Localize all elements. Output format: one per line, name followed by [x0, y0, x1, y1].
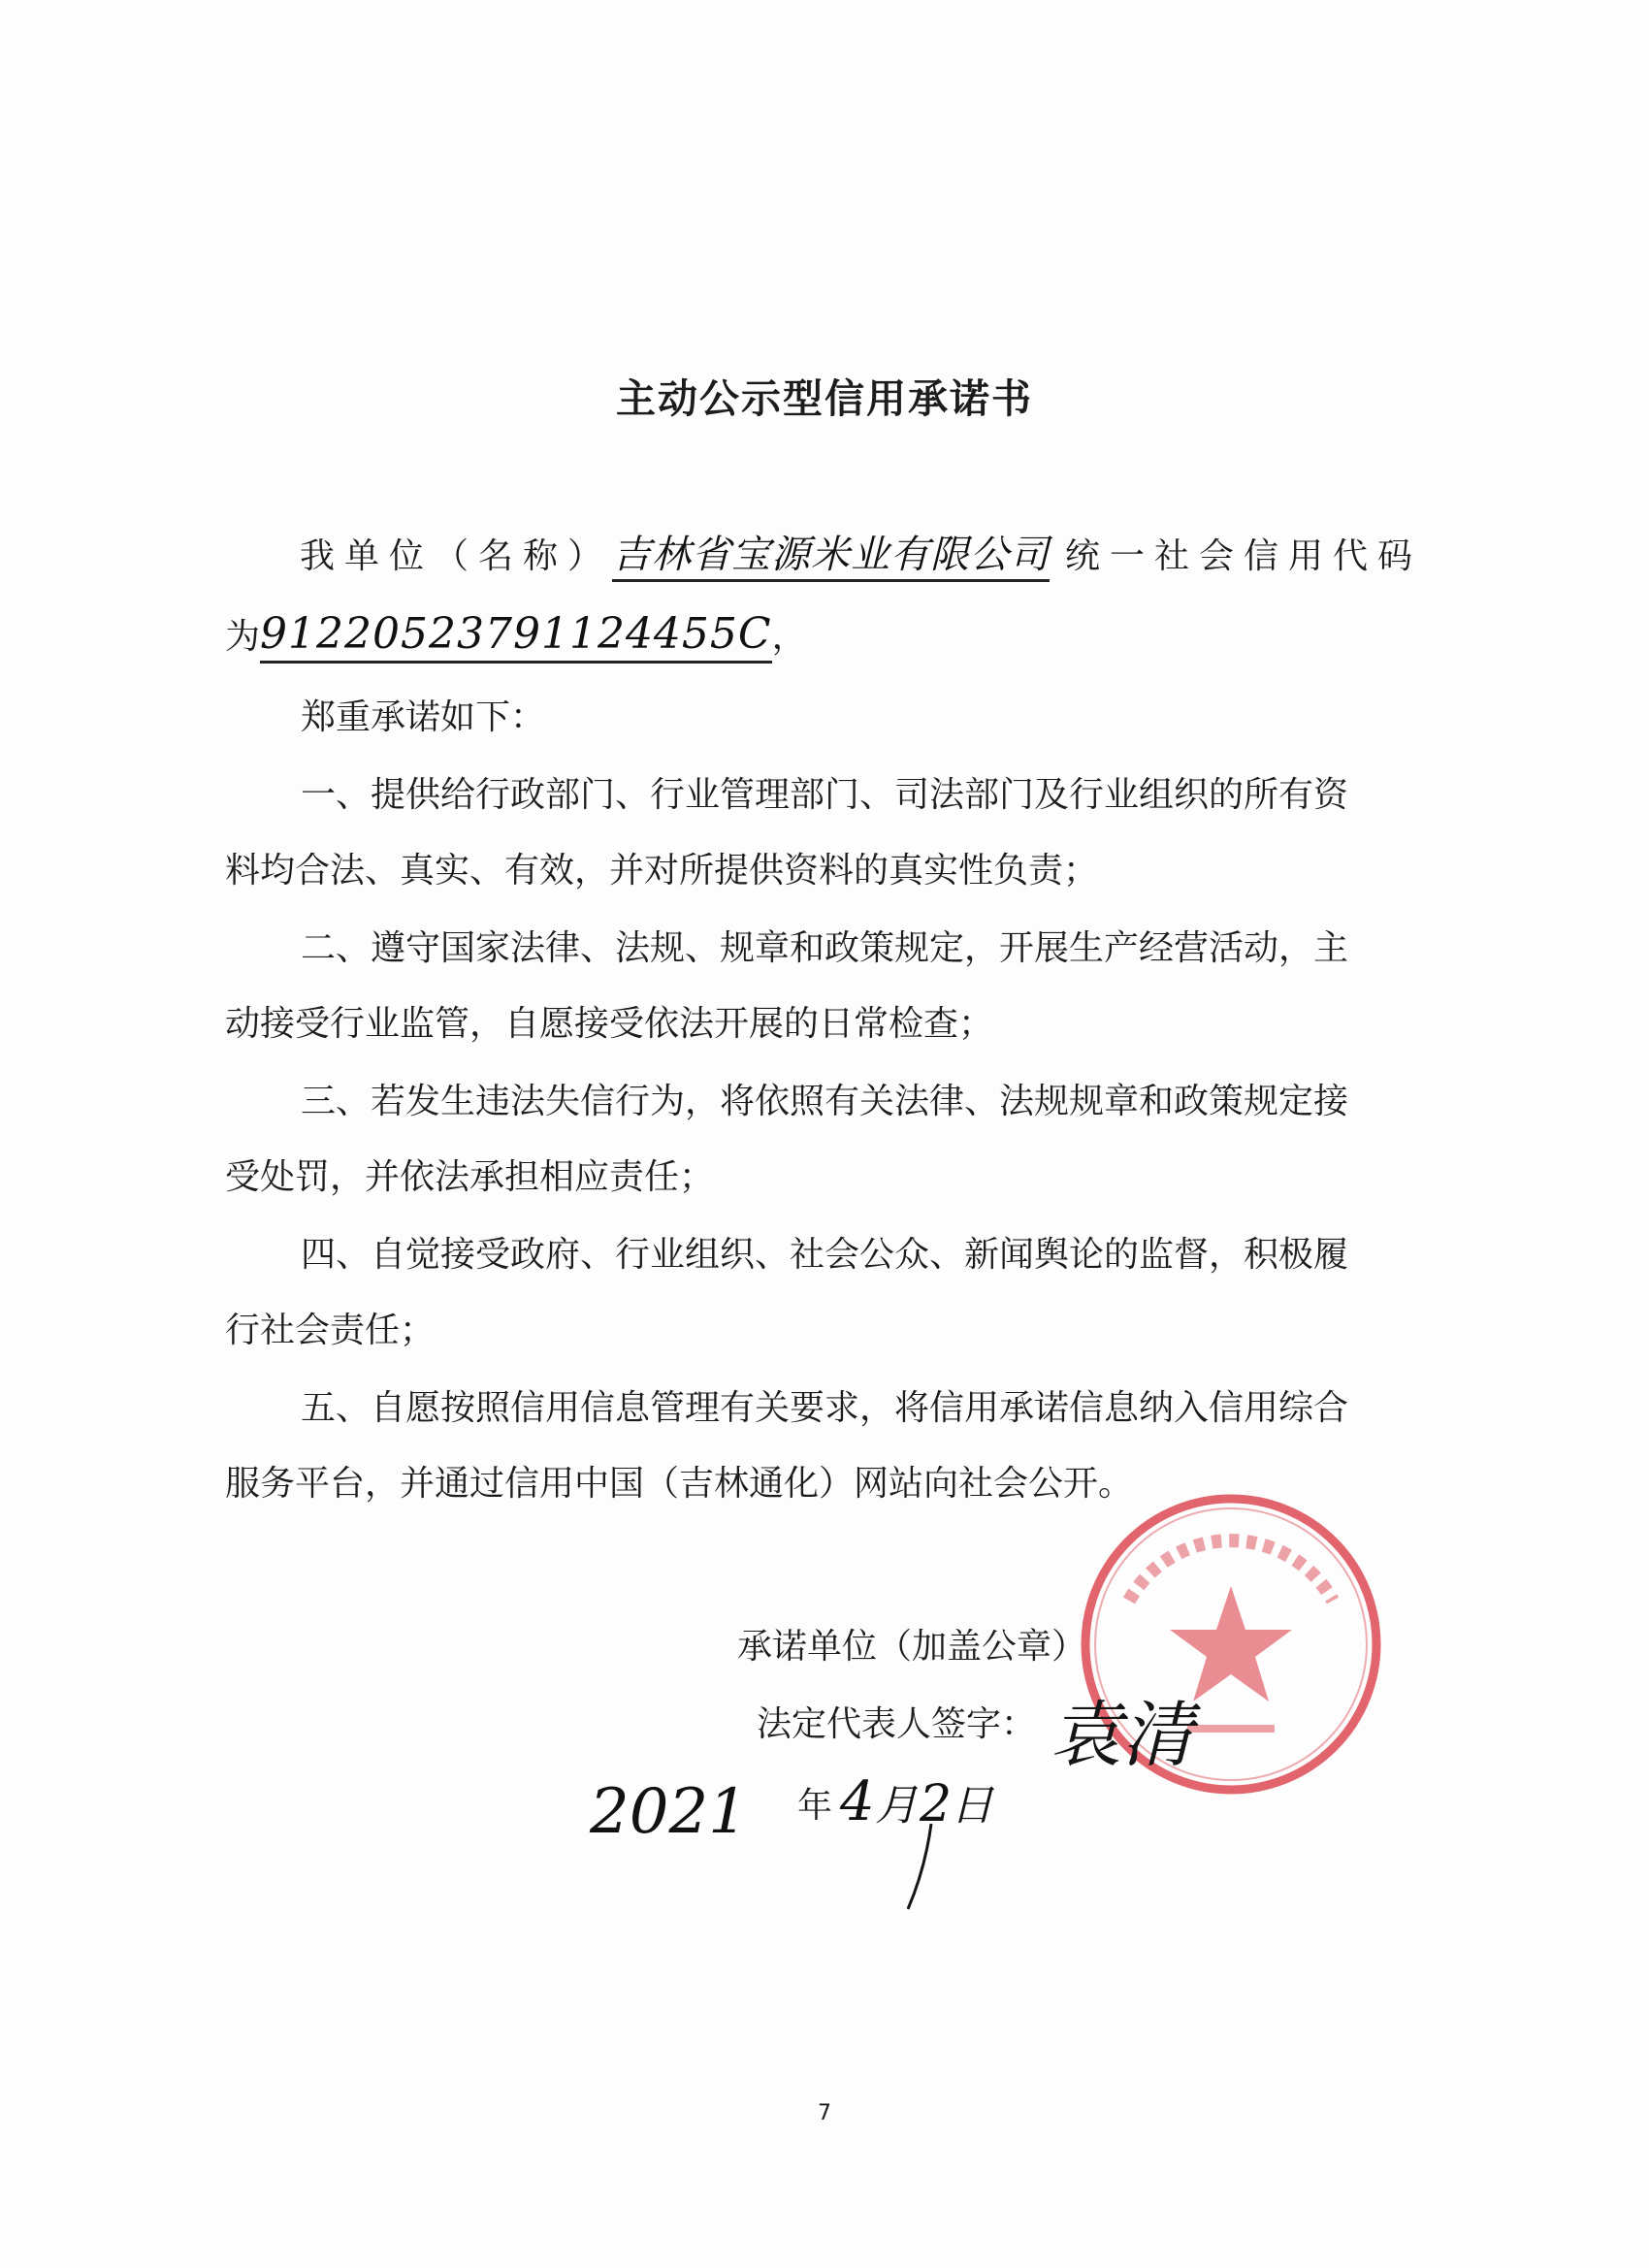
- item-3-line-1: 三、若发生违法失信行为，将依照有关法律、法规规章和政策规定接: [301, 1082, 1349, 1121]
- commitment-lead: 郑重承诺如下：: [301, 697, 546, 737]
- intro-prefix: 我单位（名称）: [300, 536, 613, 576]
- seal-bottom-text: [1187, 1725, 1275, 1733]
- credit-code-handwritten: 91220523791124455C: [260, 609, 772, 664]
- date-month-unit: 月: [875, 1781, 918, 1831]
- legal-rep-label: 法定代表人签字：: [757, 1704, 1037, 1744]
- date-year-unit: 年: [797, 1786, 833, 1826]
- intro-line-1: [300, 533, 1423, 577]
- date-day: 2: [920, 1775, 953, 1833]
- item-2-line-1: 二、遵守国家法律、法规、规章和政策规定，开展生产经营活动，主: [301, 928, 1349, 968]
- page-number: 7: [818, 2101, 831, 2125]
- intro-suffix: 统一社会信用代码: [1065, 536, 1423, 576]
- code-prefix: 为: [225, 617, 261, 657]
- date-year: 2021: [590, 1776, 748, 1848]
- item-4-line-2: 行社会责任；: [225, 1311, 436, 1350]
- item-4-line-1: 四、自觉接受政府、行业组织、社会公众、新闻舆论的监督，积极履: [301, 1235, 1349, 1275]
- item-1-line-1: 一、提供给行政部门、行业管理部门、司法部门及行业组织的所有资: [301, 775, 1349, 815]
- item-1-line-2: 料均合法、真实、有效，并对所提供资料的真实性负责；: [225, 851, 1099, 891]
- item-2-line-2: 动接受行业监管，自愿接受依法开展的日常检查；: [225, 1004, 994, 1044]
- date-day-unit: 日: [951, 1781, 993, 1831]
- company-name-handwritten: 吉林省宝源米业有限公司: [612, 533, 1050, 582]
- legal-rep-signature: 袁清: [1050, 1694, 1193, 1777]
- date-month: 4: [840, 1770, 875, 1833]
- intro-line-2: [225, 609, 807, 659]
- item-5-line-2: 服务平台，并通过信用中国（吉林通化）网站向社会公开。: [225, 1464, 1134, 1504]
- committing-unit-label: 承诺单位（加盖公章）: [737, 1627, 1087, 1667]
- item-3-line-2: 受处罚，并依法承担相应责任；: [225, 1157, 715, 1197]
- date-pen-stroke: [902, 1824, 941, 1911]
- document-title: 主动公示型信用承诺书: [616, 375, 1033, 422]
- item-5-line-1: 五、自愿按照信用信息管理有关要求，将信用承诺信息纳入信用综合: [301, 1388, 1349, 1428]
- code-suffix: ，: [771, 617, 807, 657]
